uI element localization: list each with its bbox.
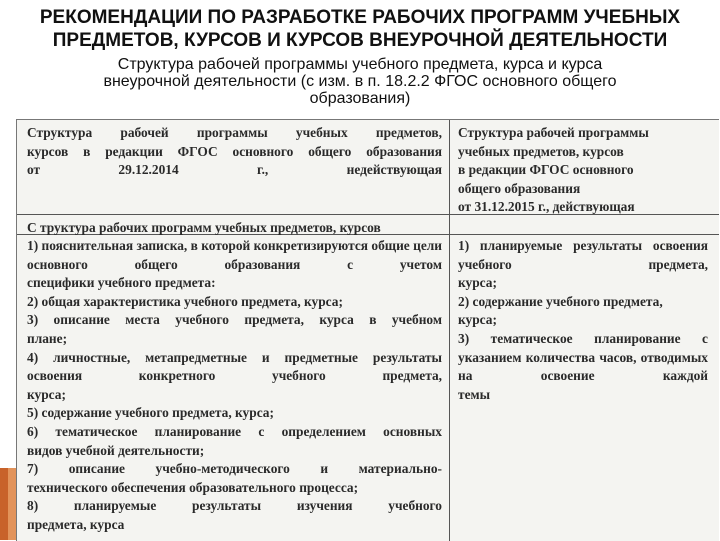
item-text: 1) планируемые результаты освоения учебного предмета, [458, 238, 708, 272]
item-text: 3) тематическое планирование с указанием количества часов, отводимых на освоение каждой [458, 330, 708, 384]
item-text: 2) содержание учебного предмета, [458, 293, 663, 309]
page-title [0, 6, 720, 52]
list-item [27, 460, 442, 497]
list-item [458, 237, 708, 293]
item-text: 8) планируемые результаты изучения учебного [27, 498, 442, 514]
item-text: видов учебной деятельности; [27, 442, 205, 458]
item-text: плане; [27, 330, 68, 346]
item-text: темы [458, 386, 491, 402]
title-line-1: РЕКОМЕНДАЦИИ ПО РАЗРАБОТКЕ РАБОЧИХ ПРОГРАММ УЧЕБНЫХ [39, 7, 681, 28]
column-divider [449, 120, 450, 541]
decorative-side-bar-highlight [8, 468, 16, 540]
right-column-header [458, 124, 708, 217]
title-line-2: ПРЕДМЕТОВ, КУРСОВ И КУРСОВ ВНЕУРОЧНОЙ ДЕЯТЕЛЬНОСТИ [52, 30, 668, 51]
item-text: 5) содержание учебного предмета, курса; [27, 405, 274, 421]
right-header-line: в редакции ФГОС основного [458, 162, 634, 178]
right-header-line: общего образования [458, 180, 581, 196]
subtitle-line-3: образования) [309, 90, 411, 107]
right-header-line: Структура рабочей программы [458, 125, 649, 140]
left-header-line: от 29.12.2014 г., недействующая [27, 162, 442, 178]
item-text: специфики учебного предмета: [27, 275, 216, 291]
item-text: 1) пояснительная записка, в которой конкретизируются общие цели основного общего образования с учетом [27, 238, 442, 272]
list-item [27, 311, 442, 348]
item-text: курса; [458, 312, 497, 328]
list-item [27, 404, 442, 423]
shared-section-heading: С труктура рабочих программ учебных предметов, курсов [27, 220, 381, 235]
left-column-header [27, 124, 442, 180]
right-column-list [458, 237, 708, 404]
item-text: курса; [458, 275, 497, 291]
right-header-line: учебных предметов, курсов [458, 143, 624, 159]
item-text: 4) личностные, метапредметные и предметные результаты освоения конкретного учебного предмета, [27, 349, 442, 384]
item-text: 7) описание учебно-методического и материально- [27, 461, 442, 477]
list-item [27, 497, 442, 534]
item-text: 6) тематическое планирование с определением основных [27, 423, 442, 439]
item-text: курса; [27, 386, 66, 402]
list-item [27, 423, 442, 460]
left-column-list [27, 237, 442, 535]
list-item [458, 293, 708, 312]
list-item [458, 330, 708, 404]
item-text: 2) общая характеристика учебного предмета, курса; [27, 293, 343, 309]
page-subtitle [20, 56, 700, 107]
subtitle-line-2: внеурочной деятельности (с изм. в п. 18.2.2 ФГОС основного общего [103, 73, 617, 90]
left-header-line: Структура рабочей программы учебных предметов, [27, 125, 442, 140]
right-header-line: от 31.12.2015 г., действующая [458, 199, 635, 215]
list-item [27, 237, 442, 293]
list-item [458, 311, 708, 330]
item-text: 3) описание места учебного предмета, курса в учебном [27, 312, 442, 328]
subtitle-line-1: Структура рабочей программы учебного предмета, курса и курса [117, 56, 603, 73]
list-item [27, 349, 442, 405]
comparison-table [16, 119, 719, 541]
left-header-line: курсов в редакции ФГОС основного общего образования [27, 143, 442, 159]
item-text: предмета, курса [27, 516, 125, 532]
list-item [27, 293, 442, 312]
item-text: технического обеспечения образовательного процесса; [27, 479, 359, 495]
